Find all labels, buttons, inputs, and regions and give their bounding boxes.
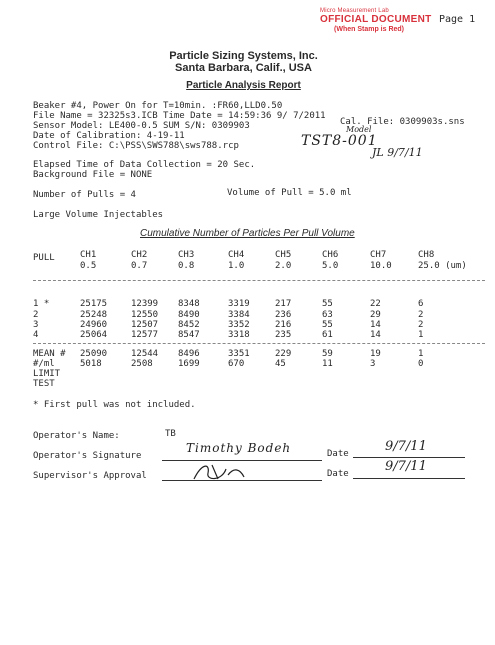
summary-cell: 3 [370,359,376,369]
company-name: Particle Sizing Systems, Inc. [169,50,318,62]
operator-date-line [353,457,465,458]
summary-cell: 1699 [178,359,200,369]
channel-size-header: 0.5 [80,261,97,271]
volume-of-pull: Volume of Pull = 5.0 ml [227,188,352,198]
table-cell: 12577 [131,330,159,340]
table-cell: 61 [322,330,333,340]
channel-name-header: CH6 [322,250,339,260]
table-cell: 8490 [178,310,200,320]
summary-cell: 2508 [131,359,153,369]
summary-label: MEAN # [33,349,66,359]
table-cell: 25248 [80,310,108,320]
table-cell: 235 [275,330,292,340]
table-cell: 217 [275,299,292,309]
table-cell: 25175 [80,299,108,309]
summary-cell: 229 [275,349,292,359]
table-cell: 1 [418,330,424,340]
table-cell: 22 [370,299,381,309]
summary-label: #/ml [33,359,55,369]
table-cell: 2 [418,310,424,320]
operator-signature-label: Operator's Signature [33,451,142,461]
page-number: Page 1 [439,14,476,25]
header-line-5: Control File: C:\PSS\SWS788\sws788.rcp [33,141,239,151]
initials-date-handwritten: JL 9/7/11 [372,146,423,159]
table-cell: 63 [322,310,333,320]
channel-name-header: CH3 [178,250,195,260]
table-cell: 3318 [228,330,250,340]
channel-size-header: 1.0 [228,261,245,271]
summary-cell: 8496 [178,349,200,359]
table-cell: 24960 [80,320,108,330]
channel-size-header: 5.0 [322,261,339,271]
pull-number: 1 * [33,299,50,309]
table-cell: 8348 [178,299,200,309]
channel-name-header: CH2 [131,250,148,260]
report-title: Particle Analysis Report [186,80,301,91]
table-cell: 6 [418,299,424,309]
stamp-line-2: OFFICIAL DOCUMENT [320,14,432,25]
table-cell: 55 [322,299,333,309]
background-file: Background File = NONE [33,170,153,180]
table-cell: 3319 [228,299,250,309]
company-location: Santa Barbara, Calif., USA [175,62,312,74]
supervisor-signature-line [162,480,322,481]
channel-size-header: 0.8 [178,261,195,271]
summary-cell: 11 [322,359,333,369]
table-cell: 12507 [131,320,159,330]
table-title: Cumulative Number of Particles Per Pull Volume [140,228,355,239]
pull-number: 4 [33,330,39,340]
table-cell: 12550 [131,310,159,320]
supervisor-approval-label: Supervisor's Approval [33,471,147,481]
channel-name-header: CH1 [80,250,97,260]
channel-name-header: CH5 [275,250,292,260]
stamp-line-1: Micro Measurement Lab [320,8,389,14]
table-cell: 55 [322,320,333,330]
pull-number: 2 [33,310,39,320]
table-cell: 14 [370,330,381,340]
table-cell: 3384 [228,310,250,320]
model-label-handwritten: Model [346,125,372,134]
pull-number: 3 [33,320,39,330]
table-cell: 29 [370,310,381,320]
cal-file: Cal. File: 0309903s.sns [340,117,465,127]
pull-header: PULL [33,253,55,263]
summary-cell: 5018 [80,359,102,369]
table-cell: 25064 [80,330,108,340]
table-cell: 3352 [228,320,250,330]
operator-signature: Timothy Bodeh [186,441,292,455]
channel-name-header: CH8 [418,250,435,260]
supervisor-date-label: Date [327,469,349,479]
channel-name-header: CH4 [228,250,245,260]
header-line-4: Date of Calibration: 4-19-11 [33,131,185,141]
model-value-handwritten: TST8-001 [301,133,378,149]
table-cell: 12399 [131,299,159,309]
table-divider [33,280,485,281]
summary-label: TEST [33,379,55,389]
header-line-3: Sensor Model: LE400-0.5 SUM S/N: 0309903 [33,121,250,131]
channel-size-header: 2.0 [275,261,292,271]
operator-name-label: Operator's Name: [33,431,120,441]
header-line-2: File Name = 32325s3.ICB Time Date = 14:59:36 9/ 7/2011 [33,111,326,121]
summary-cell: 670 [228,359,245,369]
summary-divider [33,343,485,344]
summary-label: LIMIT [33,369,61,379]
supervisor-date: 9/7/11 [385,459,427,474]
elapsed-time: Elapsed Time of Data Collection = 20 Sec. [33,160,256,170]
summary-cell: 3351 [228,349,250,359]
operator-date-label: Date [327,449,349,459]
large-volume-injectables: Large Volume Injectables [33,210,164,220]
header-line-1: Beaker #4, Power On for T=10min. :FR60,LLD0.50 [33,101,283,111]
table-cell: 216 [275,320,292,330]
footnote: * First pull was not included. [33,400,196,410]
operator-name-value: TB [165,429,176,439]
summary-cell: 1 [418,349,424,359]
operator-date: 9/7/11 [385,439,427,454]
summary-cell: 12544 [131,349,159,359]
stamp-line-3: (When Stamp is Red) [334,26,405,33]
table-cell: 14 [370,320,381,330]
summary-cell: 45 [275,359,286,369]
channel-name-header: CH7 [370,250,387,260]
channel-size-header: 10.0 [370,261,392,271]
summary-cell: 59 [322,349,333,359]
number-of-pulls: Number of Pulls = 4 [33,190,136,200]
official-stamp [320,8,432,33]
table-cell: 8547 [178,330,200,340]
table-cell: 236 [275,310,292,320]
table-cell: 2 [418,320,424,330]
summary-cell: 0 [418,359,424,369]
summary-cell: 25090 [80,349,108,359]
channel-size-header: 25.0 (um) [418,261,467,271]
summary-cell: 19 [370,349,381,359]
channel-size-header: 0.7 [131,261,148,271]
supervisor-date-line [353,478,465,479]
table-cell: 8452 [178,320,200,330]
